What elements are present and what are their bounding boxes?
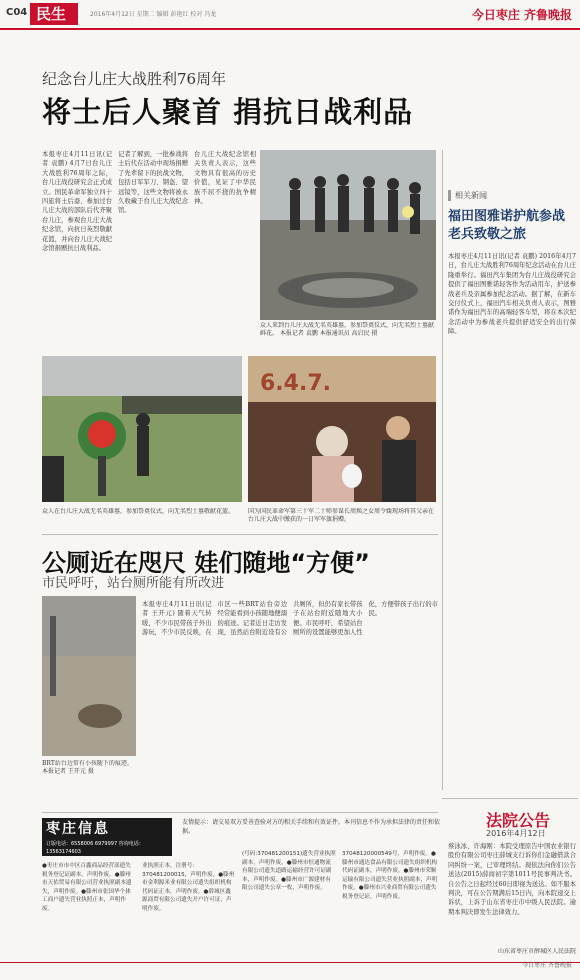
lead-headline: 将士后人聚首 捐抗日战利品 <box>42 95 414 129</box>
bus-station-image <box>42 596 136 756</box>
lead-photo-donation <box>248 356 436 502</box>
memorial-scene-image <box>260 150 436 320</box>
column-divider <box>442 150 443 790</box>
classifieds-banner: 枣庄信息 <box>42 818 172 840</box>
lead-body-col3: 台儿庄大战纪念馆相关负责人表示，这些文物具有很高的历史价值，见证了中华民族不屈不挠的抗争精神。 <box>194 151 256 206</box>
photo2-caption: 众人在台儿庄大战无名英雄墓，参加祭奠仪式，向无名烈士墓敬献花篮。 <box>42 508 235 515</box>
notice-date: 2016年4月12日 <box>486 829 546 838</box>
lead-kicker: 纪念台儿庄大战胜利76周年 <box>42 70 227 88</box>
wreath-scene-image <box>42 356 242 502</box>
photo3-banner-text: 6.4.7. <box>260 371 331 396</box>
classifieds-col3: (号码:370481200151)遗失营业执照副本，声明作废。●滕州市恒通物流有限公司遗失道路运输经营许可证副本，声明作废。●滕州市广源建材有限公司遗失公章一枚，声明作废。 <box>242 851 336 891</box>
classifieds-rule <box>42 812 438 813</box>
classifieds-col4: 37048120000549号，声明作废。●滕州市通达食品有限公司遗失组织机构代码证副本，声明作废。●滕州市荣顺运输有限公司遗失营业执照副本，声明作废。●滕州市兴业商贸有限公司遗失税务登记证，声明作废。 <box>342 851 438 900</box>
page-number: C04 <box>6 7 28 18</box>
lead-photo-wreath <box>42 356 242 502</box>
toilet-subhead: 市民呼吁，站台厕所能有所改进 <box>42 576 225 591</box>
masthead: 今日枣庄 齐鲁晚报 <box>471 8 572 22</box>
sidebar-body-text: 本报枣庄4月11日讯(记者 袁鹏) 2016年4月7日，台儿庄大战胜利76周年纪念活动在台儿庄隆重举行。福田汽车集团为台儿庄战役研究会提供了福田图雅诺轻客作为活动用车，护送参战老兵及亲属参加纪念活动。据了解，在新车交付仪式上，福田汽车相关负责人表示，图雅诺作为福田汽车的高端轻客车型，将在本次纪念活动中为参战老兵提供舒适安全的出行保障。 <box>448 253 576 336</box>
toilet-photo <box>42 596 136 756</box>
notice-title: 法院公告 <box>486 811 551 830</box>
notice-sign: 山东省枣庄市薛城区人民法院 <box>497 948 576 955</box>
toilet-headline: 公厕近在咫尺 娃们随地“方便” <box>42 549 370 577</box>
notice-body: 蔡泳冰、许海刚：本院受理原告中国农业银行股份有限公司枣庄薛城支行诉你们金融借款合同纠纷一案，已审理终结。现依法向你们公告送达(2015)薛商初字第1011号民事判决书。自公告之日起经过60日即视为送达。如不服本判决，可在公告期满后15日内，向本院递交上诉状，上诉于山东省枣庄市中级人民法院。逾期本判决即发生法律效力。 <box>448 843 576 916</box>
footer-rule <box>0 962 580 963</box>
toilet-body: 本报枣庄4月11日讯(记者 王开元) 随着天气转暖，不少市民带孩子外出游玩，不少市民反映，在市区一些BRT站台旁边经常能看到小孩随地便溺的痕迹。记者近日走访发现，虽然站台附近设有公共厕所，但仍有家长带孩子在站台附近随地大小便。市民呼吁，希望站台厕所的设置能够更加人性化，方便带孩子出行的市民。 <box>142 601 438 637</box>
edition-meta: 2016年4月12日 星期二 编辑 彭艳红 校对 冯龙 <box>90 11 217 18</box>
donation-scene-image <box>248 356 436 502</box>
classifieds-tel: 订版电话：6558006 6979997 咨询电话：13563174603 <box>42 840 172 856</box>
photo1-caption: 众人来到台儿庄大战无名英雄墓，参加祭奠仪式，向无名烈士墓献鲜花。 本报记者 袁鹏 本报通讯员 高启民 摄 <box>260 322 435 337</box>
footer-text: 今日枣庄 齐鲁晚报 <box>522 962 572 969</box>
sidebar-headline: 福田图雅诺护航参战老兵致敬之旅 <box>448 209 566 242</box>
classifieds-col1: ●枣庄市市中区百鑫商品经营部遗失税务登记证副本，声明作废。●滕州市天佑贸易有限公司营业执照副本遗失，声明作废。●滕州市张国华个体工商户遗失营业执照正本，声明作废。 <box>42 863 132 912</box>
header-rule <box>0 28 580 30</box>
lead-body-col1: 本报枣庄4月11日讯(记者 袁鹏) 4月7日台儿庄大战胜利76周年之际，台儿庄战役研究会正式成立。国民革命军独立四十四旅将士后裔、参加过台儿庄大战的部队后代齐聚台儿庄，参观台儿庄大战纪念馆，向抗日英烈敬献花篮，并向台儿庄大战纪念馆捐赠抗日战利品。 <box>42 151 112 253</box>
sidebar-tag: 相关新闻 <box>448 190 487 201</box>
toilet-caption: BRT站台边常有小孩随下的痕迹。本报记者 王开元 摄 <box>42 760 133 775</box>
classifieds-col2: 业执照正本，注册号：370481200015，声明作废。●滕州市金利源米业有限公司遗失组织机构代码证正本，声明作废。●薛城区鑫源商贸有限公司遗失开户许可证，声明作废。 <box>142 863 235 912</box>
sidebar-body <box>448 252 576 792</box>
page-header <box>0 0 580 30</box>
notice-rule <box>442 798 578 799</box>
lead-photo-memorial <box>260 150 436 320</box>
photo3-caption: 国为国民革命军第三十军二十师参谋长周焕之女周令媛现场将其父亲在台儿庄大战中缴获的一日军军旗捐赠。 <box>248 508 435 523</box>
lead-body-col2: 记者了解到，一批参战将士后代在活动中现场捐赠了先辈留下的抗战文物，包括日军军刀、钢盔、望远镜等，这些文物将被永久收藏于台儿庄大战纪念馆。 <box>118 151 188 215</box>
classifieds-note: 友情提示：请交易双方妥善查验对方的相关手续和有效证件。本刊信息不作为承担法律的责任和依据。 <box>182 819 441 835</box>
section-tab: 民生 <box>30 3 78 25</box>
story-divider <box>42 534 438 535</box>
